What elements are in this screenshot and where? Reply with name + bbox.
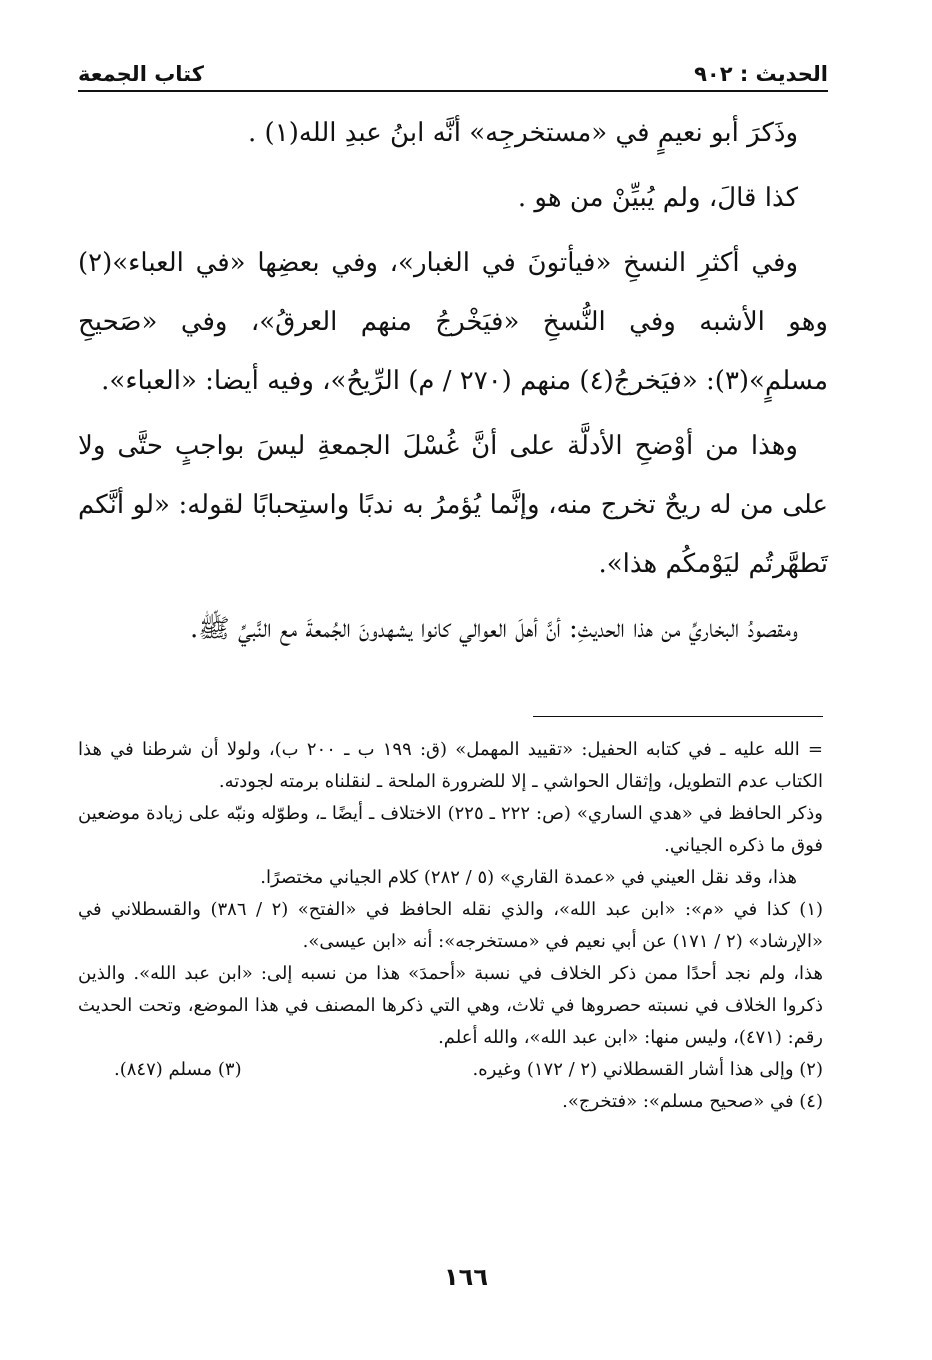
paragraph: ومقصودُ البخاريِّ من هذا الحديثِ: أنَّ أهلَ العوالي كانوا يشهدونَ الجُمعةَ مع النَّبيِّ ﷺ. [190, 614, 798, 644]
page-number: ١٦٦ [444, 1263, 488, 1291]
footnote-continuation: = الله عليه ـ في كتابه الحفيل: «تقييد المهمل» (ق: ١٩٩ ب ـ ٢٠٠ ب)، ولولا أن شرطنا في هذا الكتاب عدم التطويل، وإثقال الحواشي ـ إلا للضرورة الملحة ـ لنقلناه برمته لجودته. [78, 739, 823, 792]
hadith-number: الحديث : ٩٠٢ [694, 62, 828, 86]
footnote-2: (٢) وإلى هذا أشار القسطلاني (٢ / ١٧٢) وغيره. [472, 1059, 823, 1080]
paragraph: وذَكرَ أبو نعيمٍ في «مستخرجِه» أنَّه ابنُ عبدِ الله(١) . [248, 118, 798, 148]
paragraph: كذا قالَ، ولم يُبيِّنْ من هو . [517, 183, 798, 213]
footnote-text: هذا، وقد نقل العيني في «عمدة القاري» (٥ / ٢٨٢) كلام الجياني مختصرًا. [260, 867, 797, 888]
footnote-4: (٤) في «صحيح مسلم»: «فتخرج». [562, 1091, 823, 1112]
footnote-1-continuation: هذا، ولم نجد أحدًا ممن ذكر الخلاف في نسبة «أحمدَ» هذا من نسبه إلى: «ابن عبد الله». والذين ذكروا الخلاف في نسبته حصروها في ثلاث، وهي التي ذكرها المصنف في هذا الموضع، وتحت الحديث رقم: (٤٧١)، وليس منها: «ابن عبد الله»، والله أعلم. [78, 963, 823, 1048]
running-header [78, 58, 828, 92]
main-text [78, 104, 828, 665]
book-title: كتاب الجمعة [78, 62, 204, 86]
footnote-3: (٣) مسلم (٨٤٧). [114, 1059, 242, 1080]
footnote-1: (١) كذا في «م»: «ابن عبد الله»، والذي نقله الحافظ في «الفتح» (٢ / ٣٨٦) والقسطلاني في «الإرشاد» (٢ / ١٧١) عن أبي نعيم في «مستخرجه»: أنه «ابن عيسى». [78, 899, 824, 952]
paragraph: وهذا من أوْضحِ الأدلَّة على أنَّ غُسْلَ الجمعةِ ليسَ بواجبٍ حتَّى ولا على من له ريحٌ تخرج منه، وإنَّما يُؤمرُ به ندبًا واستِحبابًا لقوله: «لو أنَّكم تَطهَّرتُم ليَوْمكُم هذا». [78, 431, 828, 579]
paragraph: وفي أكثرِ النسخِ «فيأتونَ في الغبار»، وفي بعضِها «في العباء»(٢) وهو الأشبه وفي النُّسخِ «فيَخْرجُ منهم العرقُ»، وفي «صَحيحِ مسلمٍ»(٣): «فيَخرجُ(٤) منهم (٢٧٠ / م) الرِّيحُ»، وفيه أيضا: «العباء». [78, 248, 828, 396]
footnote-row [78, 1054, 823, 1086]
footnotes [78, 734, 823, 1118]
footnote-separator [533, 716, 823, 717]
footnote-text: وذكر الحافظ في «هدي الساري» (ص: ٢٢٢ ـ ٢٢٥) الاختلاف ـ أيضًا ـ، وطوّله ونبّه على زيادة موضعين فوق ما ذكره الجياني. [78, 803, 824, 856]
